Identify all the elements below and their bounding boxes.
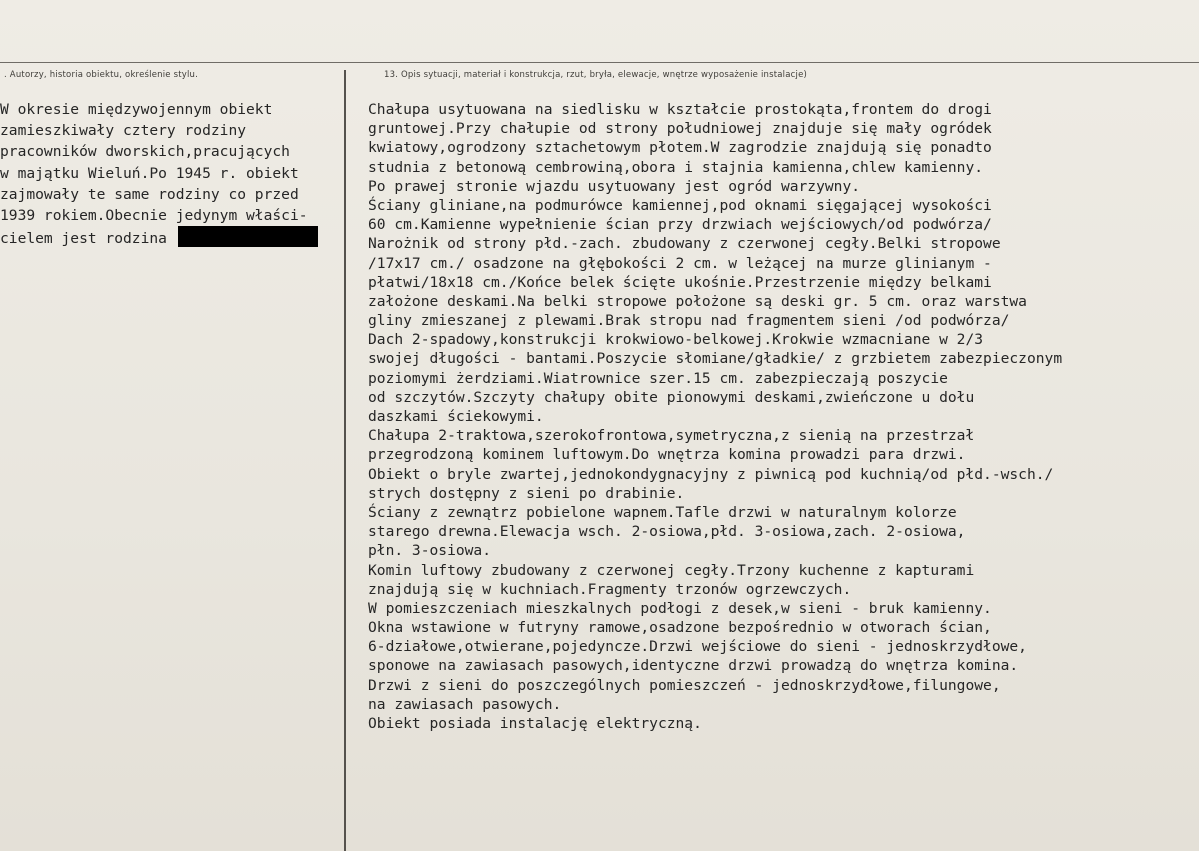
- column-divider: [344, 70, 346, 851]
- description-line: gliny zmieszanej z plewami.Brak stropu nad fragmentem sieni /od podwórza/: [368, 312, 1010, 330]
- description-line: płatwi/18x18 cm./Końce belek ścięte ukośnie.Przestrzenie między belkami: [368, 273, 992, 291]
- description-line: Narożnik od strony płd.-zach. zbudowany z czerwonej cegły.Belki stropowe: [368, 235, 1001, 253]
- description-line: płn. 3-osiowa.: [368, 542, 492, 560]
- description-line: Komin luftowy zbudowany z czerwonej cegły.Trzony kuchenne z kapturami: [368, 561, 975, 579]
- description-text: [368, 100, 1188, 733]
- description-line: Obiekt o bryle zwartej,jednokondygnacyjny z piwnicą pod kuchnią/od płd.-wsch./: [368, 465, 1054, 483]
- history-text: [0, 99, 338, 247]
- description-line: przegrodzoną kominem luftowym.Do wnętrza komina prowadzi para drzwi.: [368, 446, 966, 464]
- section-header-history: . Autorzy, historia obiektu, określenie stylu.: [4, 70, 199, 80]
- description-line: Chałupa usytuowana na siedlisku w kształcie prostokąta,frontem do drogi: [368, 101, 992, 118]
- description-line: kwiatowy,ogrodzony sztachetowym płotem.W zagrodzie znajdują się ponadto: [368, 139, 992, 157]
- description-line: na zawiasach pasowych.: [368, 695, 562, 713]
- description-line: Dach 2-spadowy,konstrukcji krokwiowo-belkowej.Krokwie wzmacniane w 2/3: [368, 331, 984, 349]
- description-line: założone deskami.Na belki stropowe położone są deski gr. 5 cm. oraz warstwa: [368, 292, 1027, 310]
- description-line: Obiekt posiada instalację elektryczną.: [368, 715, 702, 732]
- section-header-description: 13. Opis sytuacji, materiał i konstrukcja, rzut, bryła, elewacje, wnętrze wyposażenie instalacje): [384, 70, 808, 80]
- history-line: 1939 rokiem.Obecnie jedynym właści-: [0, 206, 308, 224]
- description-line: od szczytów.Szczyty chałupy obite pionowymi deskami,zwieńczone u dołu: [368, 388, 975, 406]
- redaction-box: [178, 226, 318, 247]
- history-line: w majątku Wieluń.Po 1945 r. obiekt: [0, 164, 299, 182]
- description-line: Okna wstawione w futryny ramowe,osadzone bezpośrednio w otworach ścian,: [368, 619, 992, 637]
- history-line: zamieszkiwały cztery rodziny: [0, 122, 247, 140]
- description-line: znajdują się w kuchniach.Fragmenty trzonów ogrzewczych.: [368, 580, 852, 598]
- description-line: /17x17 cm./ osadzone na głębokości 2 cm. w leżącej na murze glinianym -: [368, 254, 992, 272]
- description-line: Po prawej stronie wjazdu usytuowany jest ogród warzywny.: [368, 177, 861, 195]
- history-line: W okresie międzywojennym obiekt: [0, 101, 273, 118]
- history-line: pracowników dworskich,pracujących: [0, 143, 290, 161]
- history-line: zajmowały te same rodziny co przed: [0, 185, 299, 203]
- description-line: Drzwi z sieni do poszczególnych pomieszczeń - jednoskrzydłowe,filungowe,: [368, 676, 1001, 694]
- history-line-last: [0, 226, 338, 247]
- description-line: Ściany z zewnątrz pobielone wapnem.Tafle drzwi w naturalnym kolorze: [368, 503, 957, 521]
- description-line: starego drewna.Elewacja wsch. 2-osiowa,płd. 3-osiowa,zach. 2-osiowa,: [368, 523, 966, 541]
- description-line: W pomieszczeniach mieszkalnych podłogi z desek,w sieni - bruk kamienny.: [368, 599, 992, 617]
- description-line: gruntowej.Przy chałupie od strony południowej znajduje się mały ogródek: [368, 120, 992, 138]
- description-line: swojej długości - bantami.Poszycie słomiane/gładkie/ z grzbietem zabezpieczonym: [368, 350, 1063, 368]
- description-line: strych dostępny z sieni po drabinie.: [368, 484, 685, 502]
- description-line: poziomymi żerdziami.Wiatrownice szer.15 cm. zabezpieczają poszycie: [368, 369, 948, 387]
- description-line: 60 cm.Kamienne wypełnienie ścian przy drzwiach wejściowych/od podwórza/: [368, 216, 992, 234]
- description-line: 6-działowe,otwierane,pojedyncze.Drzwi wejściowe do sieni - jednoskrzydłowe,: [368, 638, 1027, 656]
- description-line: sponowe na zawiasach pasowych,identyczne drzwi prowadzą do wnętrza komina.: [368, 657, 1019, 675]
- history-line-text: cielem jest rodzina: [0, 230, 167, 248]
- header-rule: [0, 62, 1199, 63]
- description-line: Ściany gliniane,na podmurówce kamiennej,pod oknami sięgającej wysokości: [368, 196, 992, 214]
- description-line: daszkami ściekowymi.: [368, 408, 544, 425]
- description-line: studnia z betonową cembrowiną,obora i stajnia kamienna,chlew kamienny.: [368, 158, 984, 176]
- description-line: Chałupa 2-traktowa,szerokofrontowa,symetryczna,z sienią na przestrzał: [368, 427, 975, 445]
